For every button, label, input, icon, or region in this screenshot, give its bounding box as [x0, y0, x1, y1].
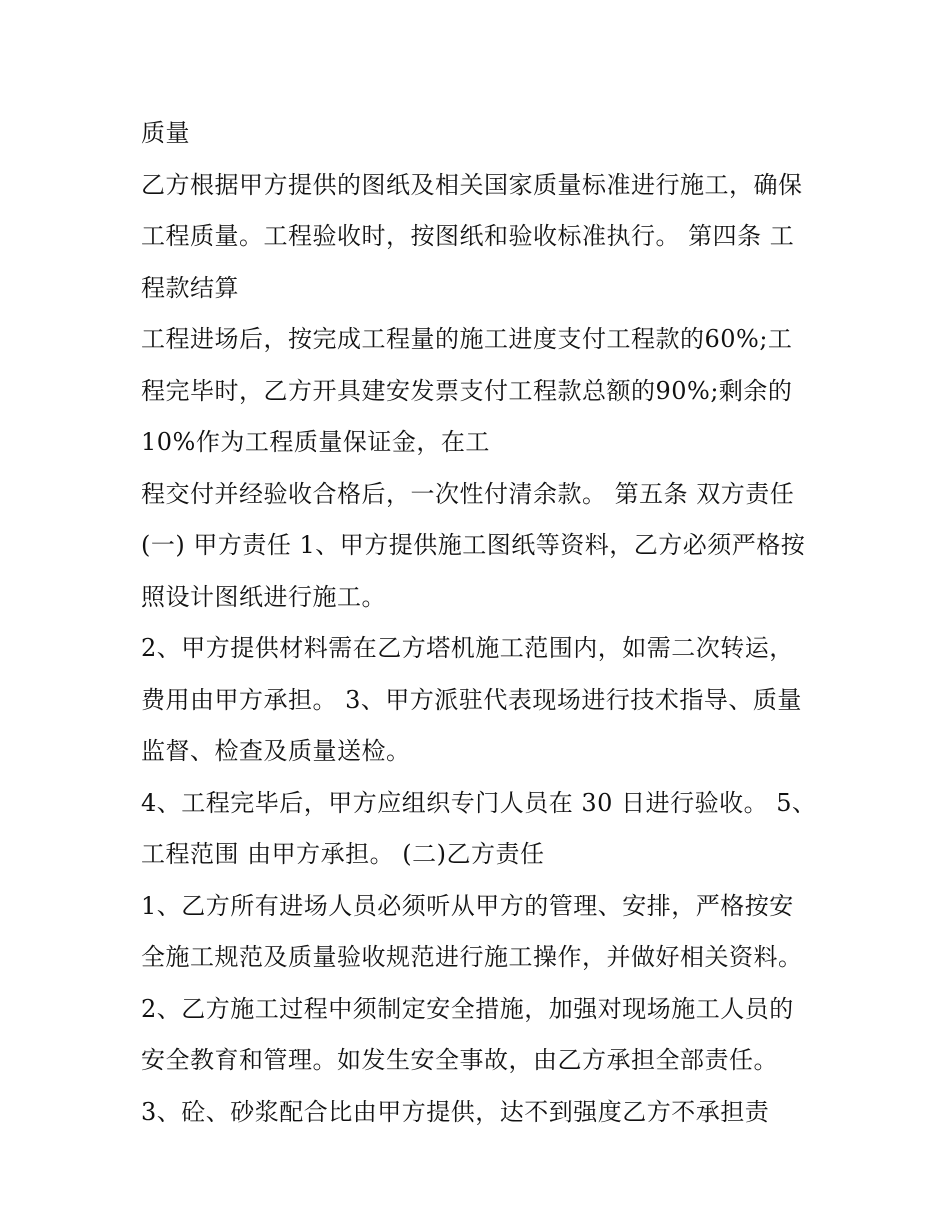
- text-line-17: 全施工规范及质量验收规范进行施工操作，并做好相关资料。: [141, 943, 803, 971]
- text-line-16: 1、乙方所有进场人员必须听从甲方的管理、安排，严格按安: [141, 891, 794, 920]
- text-line-2: 乙方根据甲方提供的图纸及相关国家质量标准进行施工，确保: [141, 170, 803, 199]
- text-line-6: 程完毕时，乙方开具建安发票支付工程款总额的90%;剩余的: [141, 376, 793, 405]
- text-line-15: 工程范围 由甲方承担。 (二)乙方责任: [141, 840, 545, 868]
- text-line-3: 工程质量。工程验收时，按图纸和验收标准执行。 第四条 工: [141, 222, 795, 250]
- text-line-5: 工程进场后，按完成工程量的施工进度支付工程款的60%;工: [141, 325, 793, 353]
- text-line-7: 10%作为工程质量保证金，在工: [141, 428, 490, 456]
- text-line-12: 费用由甲方承担。 3、甲方派驻代表现场进行技术指导、质量: [141, 685, 802, 714]
- text-line-11: 2、甲方提供材料需在乙方塔机施工范围内，如需二次转运，: [141, 634, 794, 662]
- text-line-1: 质量: [141, 119, 190, 147]
- text-line-14: 4、工程完毕后，甲方应组织专门人员在 30 日进行验收。 5、: [141, 788, 817, 817]
- text-line-10: 照设计图纸进行施工。: [141, 582, 386, 611]
- contract-text: [141, 108, 821, 1138]
- text-line-13: 监督、检查及质量送检。: [141, 737, 411, 765]
- text-line-4: 程款结算: [141, 273, 239, 302]
- text-line-18: 2、乙方施工过程中须制定安全措施，加强对现场施工人员的: [141, 994, 794, 1023]
- text-line-19: 安全教育和管理。如发生安全事故，由乙方承担全部责任。: [141, 1046, 778, 1074]
- text-line-9: (一) 甲方责任 1、甲方提供施工图纸等资料，乙方必须严格按: [141, 531, 806, 559]
- text-line-8: 程交付并经验收合格后，一次性付清余款。 第五条 双方责任: [141, 479, 795, 508]
- text-line-20: 3、砼、砂浆配合比由甲方提供，达不到强度乙方不承担责: [141, 1097, 770, 1126]
